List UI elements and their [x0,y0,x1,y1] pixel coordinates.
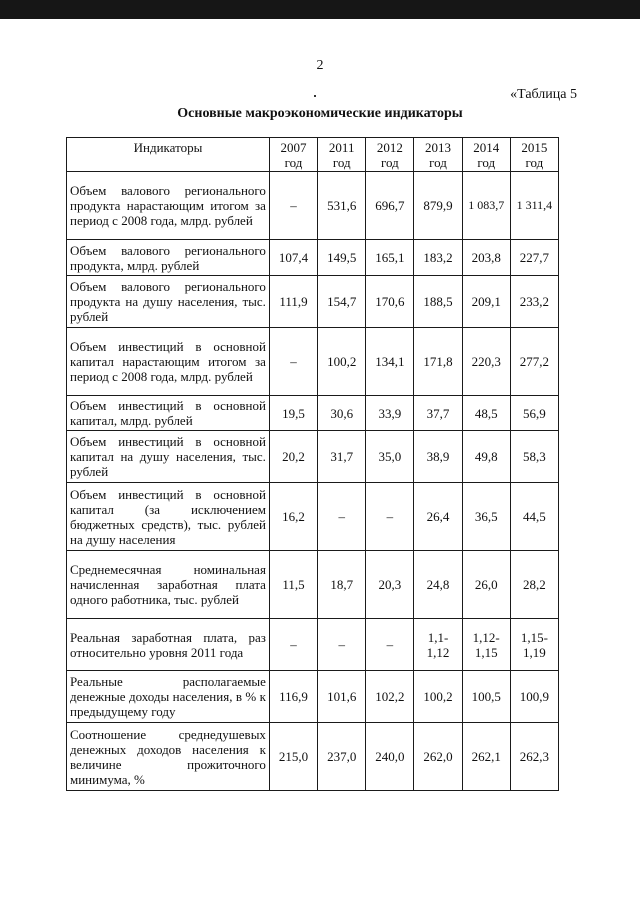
value-cell: 134,1 [366,328,414,396]
value-cell: 1 083,7 [462,172,510,240]
value-cell: 277,2 [510,328,558,396]
header-year-unit: год [525,155,544,170]
value-cell: 240,0 [366,723,414,791]
indicator-cell: Среднемесячная номинальная начисленная заработная плата одного работника, тыс. рублей [67,551,270,619]
table-row [67,431,559,483]
value-cell: 233,2 [510,276,558,328]
scan-speck [314,95,316,97]
value-cell: 188,5 [414,276,462,328]
value-cell: 16,2 [269,483,317,551]
value-cell: 31,7 [318,431,366,483]
value-cell: 35,0 [366,431,414,483]
indicator-cell: Объем инвестиций в основной капитал на душу населения, тыс. рублей [67,431,270,483]
header-year-2007 [269,138,317,172]
value-cell: 111,9 [269,276,317,328]
indicator-cell: Объем инвестиций в основной капитал (за исключением бюджетных средств), тыс. рублей на душу населения [67,483,270,551]
value-cell: 101,6 [318,671,366,723]
value-cell: 49,8 [462,431,510,483]
header-year-2013 [414,138,462,172]
header-year-unit: год [380,155,399,170]
value-cell: 220,3 [462,328,510,396]
table-row [67,671,559,723]
value-cell: 696,7 [366,172,414,240]
table-row [67,240,559,276]
value-cell: 1 311,4 [510,172,558,240]
value-cell: 24,8 [414,551,462,619]
value-cell: 154,7 [318,276,366,328]
header-year-2014 [462,138,510,172]
header-year-number: 2011 [328,140,355,155]
header-year-unit: год [284,155,303,170]
value-cell: 227,7 [510,240,558,276]
value-cell: 262,1 [462,723,510,791]
header-year-number: 2015 [521,140,548,155]
value-cell: 203,8 [462,240,510,276]
value-cell: 56,9 [510,396,558,431]
indicator-cell: Объем валового регионального продукта на душу населения, тыс. рублей [67,276,270,328]
value-cell: 33,9 [366,396,414,431]
value-cell: 26,0 [462,551,510,619]
header-year-number: 2007 [280,140,307,155]
value-cell: 100,9 [510,671,558,723]
value-cell: 100,2 [414,671,462,723]
table-row [67,619,559,671]
indicator-cell: Объем инвестиций в основной капитал нарастающим итогом за период с 2008 года, млрд. рублей [67,328,270,396]
value-cell: 171,8 [414,328,462,396]
value-cell: 183,2 [414,240,462,276]
value-cell: 149,5 [318,240,366,276]
table-row [67,723,559,791]
table-row [67,172,559,240]
table-row [67,483,559,551]
table-row [67,276,559,328]
header-row [67,138,559,172]
value-cell: 19,5 [269,396,317,431]
header-year-2012 [366,138,414,172]
value-cell: 237,0 [318,723,366,791]
header-year-unit: год [332,155,351,170]
indicator-cell: Реальная заработная плата, раз относительно уровня 2011 года [67,619,270,671]
header-year-2011 [318,138,366,172]
value-cell: 116,9 [269,671,317,723]
value-cell: – [269,619,317,671]
value-cell: 36,5 [462,483,510,551]
value-cell: 1,12-1,15 [462,619,510,671]
header-year-unit: год [429,155,447,170]
indicator-cell: Объем валового регионального продукта нарастающим итогом за период с 2008 года, млрд. рублей [67,172,270,240]
value-cell: – [318,619,366,671]
indicator-cell: Реальные располагаемые денежные доходы населения, в % к предыдущему году [67,671,270,723]
value-cell: 48,5 [462,396,510,431]
value-cell: 1,15-1,19 [510,619,558,671]
header-indicator: Индикаторы [67,138,270,172]
value-cell: 215,0 [269,723,317,791]
value-cell: 37,7 [414,396,462,431]
value-cell: 531,6 [318,172,366,240]
header-year-unit: год [477,155,496,170]
indicator-cell: Соотношение среднедушевых денежных доходов населения к величине прожиточного минимума, % [67,723,270,791]
value-cell: 107,4 [269,240,317,276]
value-cell: 100,2 [318,328,366,396]
value-cell: – [269,328,317,396]
value-cell: 879,9 [414,172,462,240]
value-cell: 165,1 [366,240,414,276]
header-year-number: 2013 [425,140,452,155]
value-cell: 18,7 [318,551,366,619]
value-cell: 30,6 [318,396,366,431]
table-row [67,328,559,396]
scan-top-border [0,0,640,19]
value-cell: 102,2 [366,671,414,723]
header-year-number: 2014 [473,140,500,155]
indicators-table [66,137,559,791]
value-cell: 28,2 [510,551,558,619]
table-label: «Таблица 5 [510,87,577,102]
value-cell: 1,1-1,12 [414,619,462,671]
value-cell: 209,1 [462,276,510,328]
value-cell: 262,3 [510,723,558,791]
table-row [67,396,559,431]
value-cell: 44,5 [510,483,558,551]
value-cell: 100,5 [462,671,510,723]
value-cell: 26,4 [414,483,462,551]
indicator-cell: Объем валового регионального продукта, млрд. рублей [67,240,270,276]
value-cell: 58,3 [510,431,558,483]
value-cell: 11,5 [269,551,317,619]
page-number: 2 [316,58,324,73]
value-cell: – [366,619,414,671]
value-cell: 38,9 [414,431,462,483]
header-year-2015 [510,138,558,172]
table-row [67,551,559,619]
indicator-cell: Объем инвестиций в основной капитал, млрд. рублей [67,396,270,431]
value-cell: – [318,483,366,551]
value-cell: 20,3 [366,551,414,619]
table-title: Основные макроэкономические индикаторы [177,106,463,121]
value-cell: 262,0 [414,723,462,791]
value-cell: 170,6 [366,276,414,328]
value-cell: – [366,483,414,551]
value-cell: 20,2 [269,431,317,483]
value-cell: – [269,172,317,240]
header-year-number: 2012 [376,140,403,155]
